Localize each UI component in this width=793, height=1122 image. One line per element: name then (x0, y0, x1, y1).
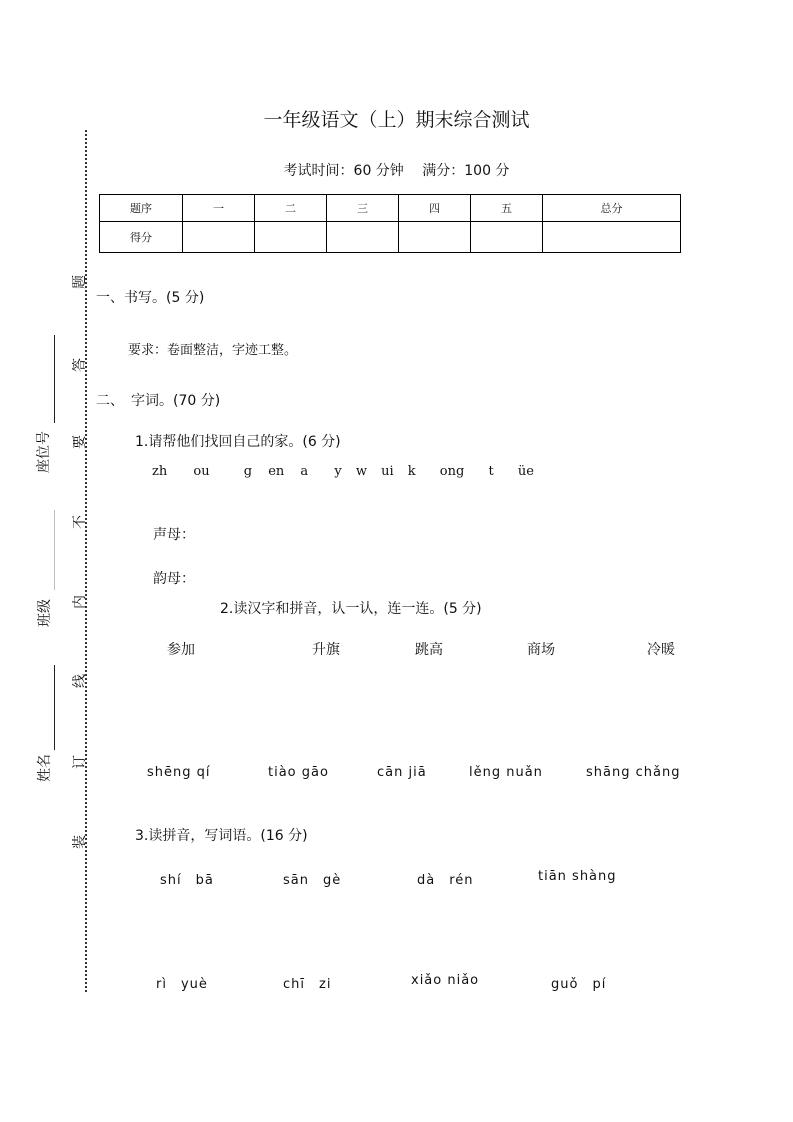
seal-char: 答 (72, 358, 88, 372)
pinyin-item: t (488, 464, 494, 479)
binding-dotted-line (85, 130, 87, 992)
table-cell: 题序 (100, 195, 183, 222)
pinyin-item: y (334, 464, 342, 479)
table-cell: 五 (471, 195, 543, 222)
table-cell: 四 (399, 195, 471, 222)
seal-char: 不 (72, 515, 88, 529)
score-cell[interactable] (399, 222, 471, 253)
seal-char: 题 (72, 275, 88, 289)
pinyin-item: ui (381, 464, 394, 479)
pinyin-item: en (268, 464, 285, 479)
table-cell: 三 (327, 195, 399, 222)
pinyin-word: xiǎo niǎo (411, 973, 480, 988)
section-heading: 二、 字词。(70 分) (96, 393, 221, 409)
exam-info: 考试时间：60 分钟 满分：100 分 (283, 163, 510, 179)
pinyin-word: tiān shàng (538, 869, 617, 884)
pinyin-item: ou (193, 464, 210, 479)
table-cell: 得分 (100, 222, 183, 253)
score-cell[interactable] (327, 222, 399, 253)
pinyin-word: shēng qí (147, 765, 211, 780)
page-title: 一年级语文（上）期末综合测试 (263, 109, 530, 131)
pinyin-item: üe (517, 464, 534, 479)
score-cell[interactable] (543, 222, 681, 253)
question-prompt: 1.请帮他们找回自己的家。(6 分) (135, 434, 341, 450)
pinyin-item: w (355, 464, 367, 479)
pinyin-item: k (407, 464, 416, 479)
hanzi-word: 跳高 (415, 642, 443, 658)
yunmu-label: 韵母： (153, 571, 195, 587)
seat-number-label: 座位号 (36, 431, 52, 473)
score-table (99, 194, 681, 253)
seal-char: 要 (72, 435, 88, 449)
pinyin-word: tiào gāo (268, 765, 329, 780)
pinyin-word: cān jiā (377, 765, 427, 780)
hanzi-word: 冷暖 (647, 642, 675, 658)
pinyin-word: sān gè (283, 873, 342, 888)
score-cell[interactable] (183, 222, 255, 253)
table-cell: 二 (255, 195, 327, 222)
question-prompt: 3.读拼音，写词语。(16 分) (135, 828, 308, 844)
class-label: 班级 (37, 599, 53, 627)
score-cell[interactable] (255, 222, 327, 253)
seat-number-line (54, 335, 55, 423)
section-heading: 一、书写。(5 分) (96, 290, 205, 306)
pinyin-word: shāng chǎng (586, 765, 681, 780)
pinyin-item: a (300, 464, 309, 479)
score-cell[interactable] (471, 222, 543, 253)
seal-char: 订 (72, 755, 88, 769)
pinyin-word: lěng nuǎn (469, 765, 543, 780)
table-cell: 总分 (543, 195, 681, 222)
table-cell: 一 (183, 195, 255, 222)
pinyin-item: g (243, 464, 253, 479)
hanzi-word: 升旗 (312, 642, 340, 658)
pinyin-item: zh (152, 464, 168, 479)
seal-char: 内 (72, 595, 88, 609)
name-label: 姓名 (37, 754, 53, 782)
pinyin-word: rì yuè (156, 977, 208, 992)
pinyin-word: dà rén (417, 873, 474, 888)
class-line (54, 510, 55, 590)
name-line (54, 665, 55, 750)
question-prompt: 2.读汉字和拼音，认一认，连一连。(5 分) (220, 601, 482, 617)
table-header-row (100, 195, 681, 222)
pinyin-word: shí bā (160, 873, 214, 888)
seal-char: 线 (72, 674, 88, 688)
seal-char: 装 (72, 835, 88, 849)
pinyin-word: guǒ pí (551, 977, 607, 992)
pinyin-item: ong (439, 464, 465, 479)
hanzi-word: 参加 (167, 642, 195, 658)
table-score-row (100, 222, 681, 253)
shengmu-label: 声母： (153, 527, 195, 543)
pinyin-word: chī zi (283, 977, 332, 992)
requirement-text: 要求：卷面整洁，字迹工整。 (128, 343, 298, 358)
hanzi-word: 商场 (527, 642, 555, 658)
